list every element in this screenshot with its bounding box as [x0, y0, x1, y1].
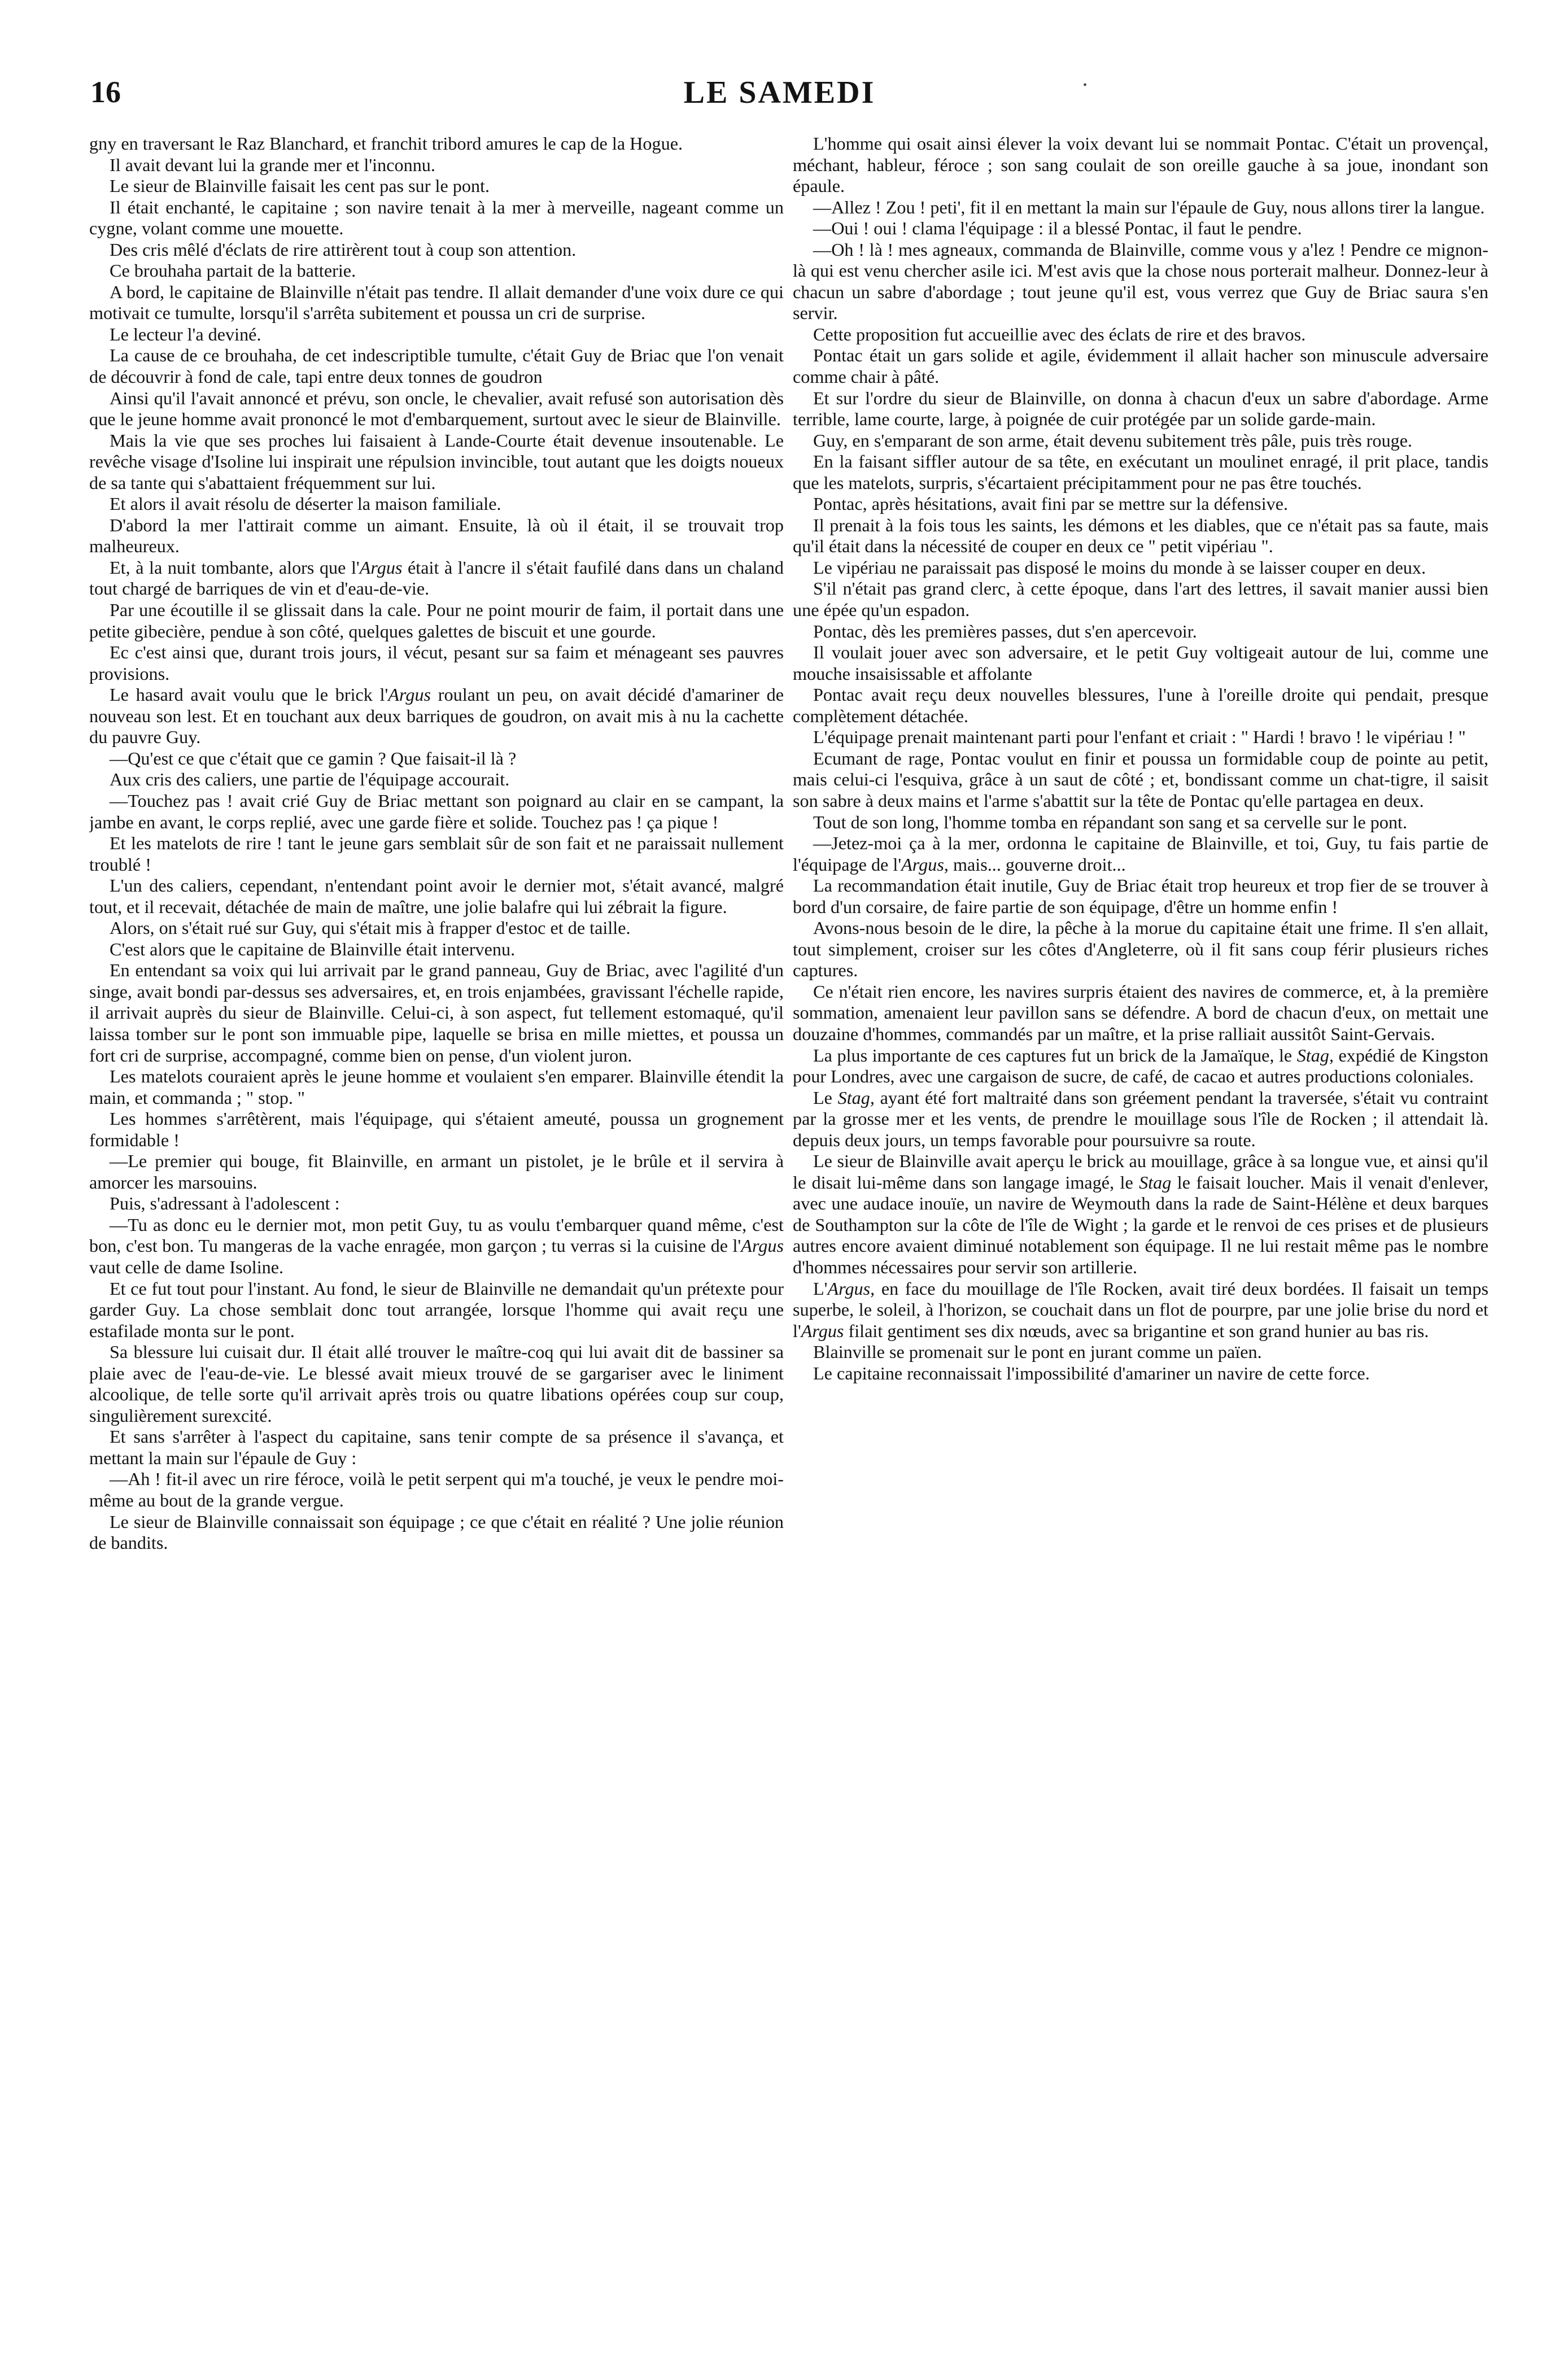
paragraph [89, 1426, 784, 1469]
paragraph-text: L'un des caliers, cependant, n'entendant point avoir le dernier mot, s'était avancé, malgré tout, et il recevait, détachée de main de maître, une jolie balafre qui lui zébrait la figure. [89, 875, 784, 917]
paragraph [793, 748, 1488, 812]
italic-text: Argus, [901, 854, 949, 875]
paragraph [89, 430, 784, 494]
paragraph [793, 875, 1488, 918]
paragraph-text: L'équipage prenait maintenant parti pour l'enfant et criait : " Hardi ! bravo ! le vipériau ! " [813, 727, 1466, 748]
paragraph [793, 1278, 1488, 1342]
paragraph-text: ayant été fort maltraité dans son gréement pendant la traversée, s'était vu contraint par la grosse mer et les vents, de prendre le mouillage sous l'île de Rocken ; il attendait là. depuis deux jours, un temps favorable pour poursuivre sa route. [793, 1087, 1488, 1150]
italic-text: Argus [741, 1235, 784, 1256]
paragraph [89, 1469, 784, 1511]
paragraph-text: Guy, en s'emparant de son arme, était devenu subitement très pâle, puis très rouge. [813, 430, 1413, 451]
paragraph [793, 430, 1488, 452]
paragraph-text: Blainville se promenait sur le pont en jurant comme un païen. [813, 1342, 1262, 1363]
paragraph [89, 939, 784, 960]
publication-title: LE SAMEDI [683, 75, 876, 110]
page-number: 16 [90, 75, 121, 109]
paragraph-text: —Le premier qui bouge, fit Blainville, en armant un pistolet, je le brûle et il servira à amorcer les marsouins. [89, 1151, 784, 1193]
paragraph [793, 1045, 1488, 1088]
paragraph-text: le faisait loucher. Mais il venait d'enlever, avec une audace inouïe, un navire de Weymouth dans la rade de Saint-Hélène et deux barques de Southampton sur la côte de l'île de Wight ; la garde et le renvoi de ces prises et de plusieurs autres encore avaient diminué notablement son équipage. Il ne lui restait même pas le nombre d'hommes nécessaires pour servir son artillerie. [793, 1172, 1488, 1277]
paragraph [793, 1342, 1488, 1363]
paragraph [89, 133, 784, 155]
paragraph [89, 1193, 784, 1215]
text-column-left [89, 133, 784, 2296]
paragraph [793, 1151, 1488, 1278]
paragraph-text: Il voulait jouer avec son adversaire, et le petit Guy voltigeait autour de lui, comme une mouche insaisissable et affolante [793, 642, 1488, 684]
paragraph [89, 918, 784, 939]
paragraph-text: —Tu as donc eu le dernier mot, mon petit Guy, tu as voulu t'embarquer quand même, c'est bon, c'est bon. Tu mangeras de la vache enragée, mon garçon ; tu verras si la cuisine de l' [89, 1214, 784, 1256]
paragraph [793, 684, 1488, 727]
paragraph-text: —Jetez-moi ça à la mer, ordonna le capitaine de Blainville, et toi, Guy, tu fais partie de l'équipage de l' [793, 833, 1488, 875]
paragraph-text: —Touchez pas ! avait crié Guy de Briac mettant son poignard au clair en se campant, la jambe en avant, le corps replié, avec une garde fière et solide. Touchez pas ! ça pique ! [89, 790, 784, 832]
paragraph [89, 1066, 784, 1108]
paragraph-text: Et ce fut tout pour l'instant. Au fond, le sieur de Blainville ne demandait qu'un prétexte pour garder Guy. La chose semblait donc tout arrangée, lorsque l'homme qui avait reçu une estafilade monta sur le pont. [89, 1278, 784, 1341]
paragraph-text: Ecumant de rage, Pontac voulut en finir et poussa un formidable coup de pointe au petit, mais celui-ci l'esquiva, grâce à un saut de côté ; et, bondissant comme un chat-tigre, il saisit son sabre à deux mains et l'arme s'abattit sur la tête de Pontac qu'elle partagea en deux. [793, 748, 1488, 811]
italic-text: Argus [388, 684, 431, 705]
paragraph [89, 282, 784, 324]
paragraph-text: —Oh ! là ! mes agneaux, commanda de Blainville, comme vous y a'lez ! Pendre ce mignon-là qui est venu chercher asile ici. M'est avis que la chose nous porterait malheur. Donnez-leur à chacun un sabre d'abordage ; tout jeune qu'il est, vous verrez que Guy de Briac saura s'en servir. [793, 239, 1488, 324]
paragraph-text: La cause de ce brouhaha, de cet indescriptible tumulte, c'était Guy de Briac que l'on venait de découvrir à fond de cale, tapi entre deux tonnes de goudron [89, 345, 784, 387]
paragraph [793, 388, 1488, 430]
paragraph-text: Le capitaine reconnaissait l'impossibilité d'amariner un navire de cette force. [813, 1363, 1370, 1383]
paragraph-text: En la faisant siffler autour de sa tête, en exécutant un moulinet enragé, il prit place, tandis que les matelots, surpris, s'écartaient précipitamment pour ne pas être touchés. [793, 451, 1488, 493]
paragraph [793, 345, 1488, 387]
paragraph-text: Tout de son long, l'homme tomba en répandant son sang et sa cervelle sur le pont. [813, 811, 1408, 832]
paragraph-text: Et sur l'ordre du sieur de Blainville, on donna à chacun d'eux un sabre d'abordage. Arme terrible, lame courte, large, à poignée de cuir protégée par un solide garde-main. [793, 387, 1488, 430]
paragraph [89, 176, 784, 197]
paragraph-text: Alors, on s'était rué sur Guy, qui s'était mis à frapper d'estoc et de taille. [110, 918, 631, 938]
paragraph-text: mais... gouverne droit... [948, 854, 1126, 875]
paragraph-text: Pontac était un gars solide et agile, évidemment il allait hacher son minuscule adversaire comme chair à pâté. [793, 345, 1488, 387]
paragraph-text: Et, à la nuit tombante, alors que l' [110, 557, 360, 578]
paragraph [793, 557, 1488, 579]
paragraph-text: était à l'ancre il s'était faufilé dans dans un chaland tout chargé de barriques de vin et d'eau-de-vie. [89, 557, 784, 599]
paragraph-text: Sa blessure lui cuisait dur. Il était allé trouver le maître-coq qui lui avait dit de bassiner sa plaie avec de l'eau-de-vie. Le blessé avait mieux trouvé de se gargariser avec le liniment alcoolique, de telle sorte qu'il arrivait après trois ou quatre libations opérées coup sur coup, singulièrement surexcité. [89, 1342, 784, 1426]
print-speck: • [1083, 79, 1088, 91]
paragraph [793, 451, 1488, 494]
paragraph [793, 578, 1488, 621]
paragraph-text: vaut celle de dame Isoline. [89, 1256, 284, 1277]
paragraph [89, 197, 784, 239]
paragraph-text: La recommandation était inutile, Guy de Briac était trop heureux et trop fier de se trouver à bord d'un corsaire, de faire partie de son équipage, d'être un homme enfin ! [793, 875, 1488, 917]
paragraph [89, 260, 784, 282]
paragraph [89, 557, 784, 600]
paragraph [89, 1342, 784, 1426]
paragraph-text: Il était enchanté, le capitaine ; son navire tenait à la mer à merveille, nageant comme un cygne, volant comme une mouette. [89, 196, 784, 239]
paragraph [89, 1151, 784, 1193]
italic-text: Argus, [827, 1278, 875, 1299]
paragraph [793, 642, 1488, 684]
paragraph-text: Pontac avait reçu deux nouvelles blessures, l'une à l'oreille droite qui pendait, presque complètement détachée. [793, 684, 1488, 726]
paragraph [793, 621, 1488, 643]
paragraph-text: Le lecteur l'a deviné. [110, 324, 261, 344]
paragraph [89, 345, 784, 387]
italic-text: Stag [1139, 1172, 1172, 1193]
paragraph [89, 239, 784, 261]
paragraph-text: Par une écoutille il se glissait dans la cale. Pour ne point mourir de faim, il portait dans une petite gibecière, pendue à son côté, quelques galettes de biscuit et une gourde. [89, 600, 784, 641]
paragraph-text: L' [813, 1278, 828, 1299]
paragraph [793, 218, 1488, 239]
paragraph-text: Il prenait à la fois tous les saints, les démons et les diables, que ce n'était pas sa faute, mais qu'il était dans la nécessité de couper en deux ce " petit vipériau ". [793, 514, 1488, 557]
paragraph-text: Le vipériau ne paraissait pas disposé le moins du monde à se laisser couper en deux. [813, 557, 1426, 578]
paragraph-text: Les hommes s'arrêtèrent, mais l'équipage, qui s'étaient ameuté, poussa un grognement formidable ! [89, 1108, 784, 1150]
italic-text: Stag, [837, 1087, 875, 1108]
paragraph-text: en face du mouillage de l'île Rocken, avait tiré deux bordées. Il faisait un temps superbe, le soleil, à l'horizon, se couchait dans un flot de pourpre, par une jolie brise du nord et l' [793, 1278, 1488, 1341]
paragraph-text: En entendant sa voix qui lui arrivait par le grand panneau, Guy de Briac, avec l'agilité d'un singe, avait bondi par-dessus ses adversaires, et, en trois enjambées, gravissant l'échelle rapide, il arrivait auprès du sieur de Blainville. Celui-ci, à son aspect, fut tellement estomaqué, qu'il laissa tomber sur le pont son immuable pipe, laquelle se brisa en mille miettes, et poussa un fort cri de surprise, accompagné, comme bien on pense, d'un violent juron. [89, 960, 784, 1065]
paragraph-text: La plus importante de ces captures fut un brick de la Jamaïque, le [813, 1045, 1297, 1065]
paragraph-text: Le hasard avait voulu que le brick l' [110, 684, 388, 705]
paragraph-text: Puis, s'adressant à l'adolescent : [110, 1193, 340, 1214]
paragraph [89, 1215, 784, 1278]
paragraph-text: Les matelots couraient après le jeune homme et voulaient s'en emparer. Blainville étendit la main, et commanda ; " stop. " [89, 1066, 784, 1108]
paragraph [793, 239, 1488, 324]
paragraph-text: D'abord la mer l'attirait comme un aimant. Ensuite, là où il était, il se trouvait trop malheureux. [89, 514, 784, 557]
paragraph-text: Et alors il avait résolu de déserter la maison familiale. [110, 494, 501, 514]
paragraph [793, 515, 1488, 557]
paragraph-text: expédié de Kingston pour Londres, avec une cargaison de sucre, de café, de cacao et autres productions coloniales. [793, 1045, 1488, 1087]
paragraph-text: gny en traversant le Raz Blanchard, et franchit tribord amures le cap de la Hogue. [89, 133, 683, 154]
paragraph [89, 155, 784, 176]
paragraph-text: C'est alors que le capitaine de Blainville était intervenu. [110, 938, 516, 959]
paragraph-text: Aux cris des caliers, une partie de l'équipage accourait. [110, 769, 510, 790]
paragraph-text: filait gentiment ses dix nœuds, avec sa brigantine et son grand hunier au bas ris. [844, 1320, 1429, 1341]
paragraph [89, 388, 784, 430]
paragraph [793, 981, 1488, 1045]
paragraph [89, 515, 784, 557]
paragraph-text: —Qu'est ce que c'était que ce gamin ? Que faisait-il là ? [110, 748, 517, 768]
paragraph [89, 1512, 784, 1554]
paragraph [793, 324, 1488, 346]
italic-text: Argus [359, 557, 403, 578]
paragraph [89, 1108, 784, 1151]
paragraph-text: Il avait devant lui la grande mer et l'inconnu. [110, 154, 435, 175]
paragraph-text: A bord, le capitaine de Blainville n'était pas tendre. Il allait demander d'une voix dure ce qui motivait ce tumulte, lorsqu'il s'arrêta subitement et poussa un cri de surprise. [89, 281, 784, 324]
paragraph [89, 494, 784, 515]
text-column-right [793, 133, 1488, 2296]
paragraph-text: —Oui ! oui ! clama l'équipage : il a blessé Pontac, il faut le pendre. [813, 218, 1302, 239]
paragraph-text: Le sieur de Blainville avait aperçu le brick au mouillage, grâce à sa longue vue, et ainsi qu'il le disait lui-même dans son langage imagé, le [793, 1151, 1488, 1193]
paragraph-text: Mais la vie que ses proches lui faisaient à Lande-Courte était devenue insoutenable. Le revêche visage d'Isoline lui inspirait une répulsion invincible, tout autant que les doigts noueux de sa tante qui s'abattaient fréquemment sur lui. [89, 430, 784, 493]
paragraph [89, 833, 784, 875]
paragraph [89, 1278, 784, 1342]
paragraph [89, 684, 784, 748]
paragraph-text: Le sieur de Blainville connaissait son équipage ; ce que c'était en réalité ? Une jolie réunion de bandits. [89, 1511, 784, 1553]
paragraph-text: —Ah ! fit-il avec un rire féroce, voilà le petit serpent qui m'a touché, je veux le pendre moi-même au bout de la grande vergue. [89, 1469, 784, 1510]
paragraph-text: Le [813, 1087, 838, 1108]
paragraph [793, 1363, 1488, 1385]
paragraph [793, 918, 1488, 981]
paragraph-text: Ce n'était rien encore, les navires surpris étaient des navires de commerce, et, à la première sommation, amenaient leur pavillon sans se défendre. A bord de chacun d'eux, on mettait une douzaine d'hommes, commandés par un maître, et la prise ralliait aussitôt Saint-Gervais. [793, 981, 1488, 1044]
paragraph-text: Ce brouhaha partait de la batterie. [110, 260, 356, 281]
paragraph [89, 769, 784, 791]
paragraph [793, 133, 1488, 197]
paragraph [793, 812, 1488, 833]
paragraph [89, 324, 784, 346]
paragraph-text: Pontac, après hésitations, avait fini par se mettre sur la défensive. [813, 494, 1289, 514]
paragraph [89, 960, 784, 1066]
paragraph [89, 791, 784, 833]
paragraph-text: Des cris mêlé d'éclats de rire attirèrent tout à coup son attention. [110, 239, 577, 260]
paragraph-text: Ec c'est ainsi que, durant trois jours, il vécut, pesant sur sa faim et ménageant ses pauvres provisions. [89, 642, 784, 684]
paragraph [89, 642, 784, 684]
paragraph-text: Le sieur de Blainville faisait les cent pas sur le pont. [110, 176, 490, 196]
paragraph-text: Cette proposition fut accueillie avec des éclats de rire et des bravos. [813, 324, 1306, 344]
italic-text: Stag, [1296, 1045, 1334, 1065]
paragraph [793, 197, 1488, 219]
paragraph [89, 748, 784, 770]
paragraph-text: Ainsi qu'il l'avait annoncé et prévu, son oncle, le chevalier, avait refusé son autorisation dès que le jeune homme avait prononcé le mot d'embarquement, surtout avec le sieur de Blainville. [89, 387, 784, 430]
paragraph-text: S'il n'était pas grand clerc, à cette époque, dans l'art des lettres, il savait manier aussi bien une épée qu'un espadon. [793, 578, 1488, 621]
paragraph [89, 875, 784, 918]
paragraph [793, 833, 1488, 875]
paragraph-text: roulant un peu, on avait décidé d'amariner de nouveau son lest. Et en touchant aux deux barriques de goudron, on avait mis à nu la cachette du pauvre Guy. [89, 684, 784, 748]
paragraph-text: L'homme qui osait ainsi élever la voix devant lui se nommait Pontac. C'était un provençal, méchant, hableur, féroce ; son sang coulait de son oreille gauche à sa joue, inondant son épaule. [793, 133, 1488, 196]
paragraph [89, 600, 784, 642]
paragraph-text: Et sans s'arrêter à l'aspect du capitaine, sans tenir compte de sa présence il s'avança, et mettant la main sur l'épaule de Guy : [89, 1426, 784, 1468]
italic-text: Argus [801, 1320, 844, 1341]
paragraph-text: Avons-nous besoin de le dire, la pêche à la morue du capitaine était une frime. Il s'en allait, tout simplement, croiser sur les côtes d'Angleterre, où il fit sans coup férir plusieurs riches captures. [793, 918, 1488, 981]
paragraph-text: —Allez ! Zou ! peti', fit il en mettant la main sur l'épaule de Guy, nous allons tirer la langue. [813, 196, 1485, 217]
paragraph-text: Et les matelots de rire ! tant le jeune gars semblait sûr de son fait et ne paraissait nullement troublé ! [89, 833, 784, 875]
paragraph [793, 1088, 1488, 1151]
paragraph [793, 494, 1488, 515]
running-head [0, 75, 1559, 120]
paragraph-text: Pontac, dès les premières passes, dut s'en apercevoir. [813, 621, 1197, 641]
paragraph [793, 727, 1488, 748]
